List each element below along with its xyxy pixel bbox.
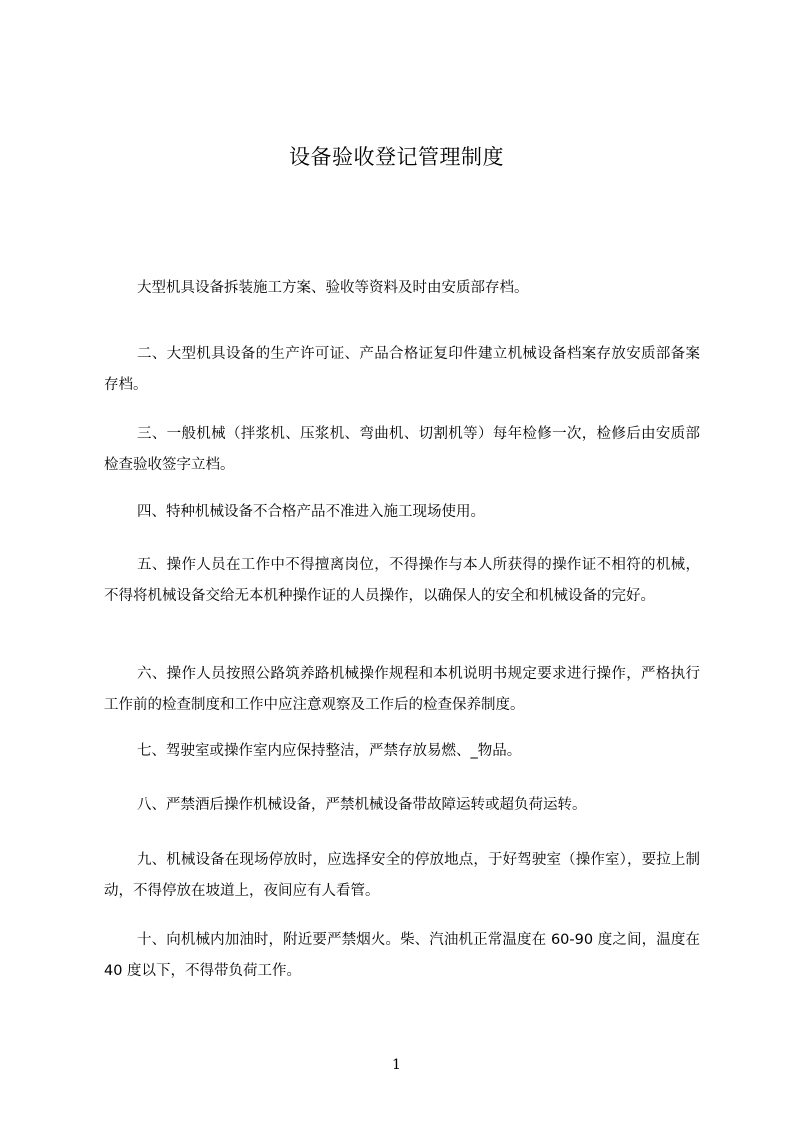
paragraph-5: 五、操作人员在工作中不得擅离岗位，不得操作与本人所获得的操作证不相符的机械，不得将机械设备交给无本机种操作证的人员操作，以确保人的安全和机械设备的完好。 [104,557,700,604]
page-number: 1 [392,1057,401,1073]
paragraph-10: 十、向机械内加油时，附近要严禁烟火。柴、汽油机正常温度在 60-90 度之间，温度在 40 度以下，不得带负荷工作。 [104,932,700,979]
paragraph-1: 大型机具设备拆装施工方案、验收等资料及时由安质部存档。 [137,280,529,296]
paragraph-8: 八、严禁酒后操作机械设备，严禁机械设备带故障运转或超负荷运转。 [137,797,587,813]
paragraph-6: 六、操作人员按照公路筑养路机械操作规程和本机说明书规定要求进行操作，严格执行工作前的检查制度和工作中应注意观察及工作后的检查保养制度。 [104,666,700,713]
paragraph-4: 四、特种机械设备不合格产品不准进入施工现场使用。 [137,504,485,520]
page-title: 设备验收登记管理制度 [289,145,504,169]
paragraph-7: 七、驾驶室或操作室内应保持整洁，严禁存放易燃、_物品。 [137,743,522,759]
paragraph-3: 三、一般机械（拌浆机、压浆机、弯曲机、切割机等）每年检修一次，检修后由安质部检查验收签字立档。 [104,426,700,473]
paragraph-2: 二、大型机具设备的生产许可证、产品合格证复印件建立机械设备档案存放安质部备案存档。 [104,346,700,393]
paragraph-9: 九、机械设备在现场停放时，应选择安全的停放地点，于好驾驶室（操作室），要拉上制动，不得停放在坡道上，夜间应有人看管。 [104,852,700,899]
